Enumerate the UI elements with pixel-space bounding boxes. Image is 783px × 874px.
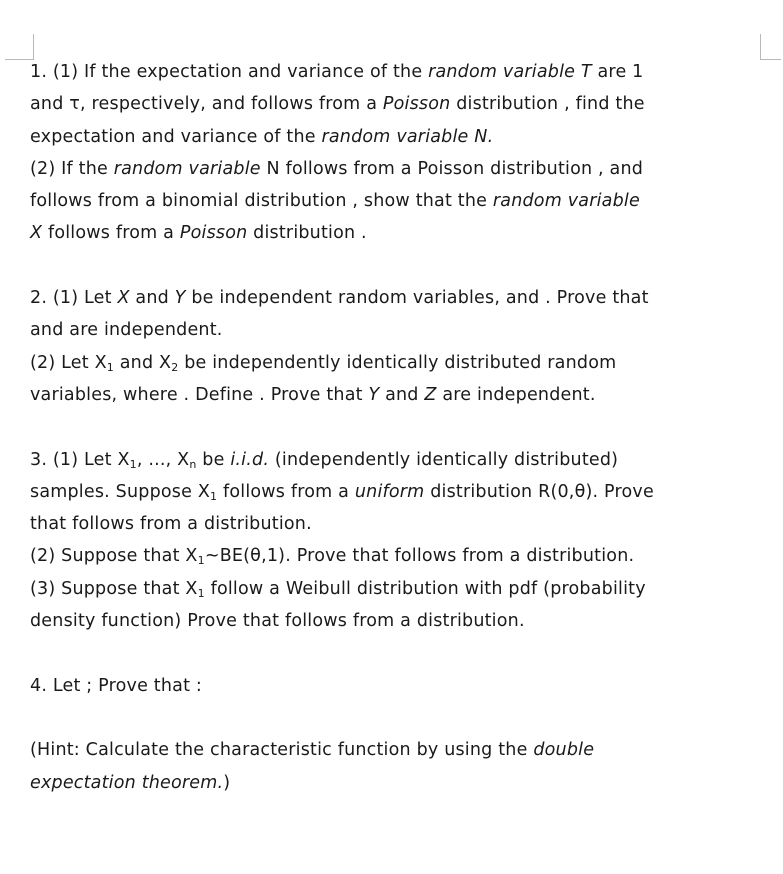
q4-hint-line-2: expectation theorem.) [30,772,231,793]
q1-line-2: and τ, respectively, and follows from a Poisson distribution , find the [30,94,645,115]
q1-line-4: (2) If the random variable N follows from a Poisson distribution , and [30,158,644,179]
q3-line-2: samples. Suppose $X_1$ follows from a uniform distribution R(0,θ). Prove [30,481,654,503]
q3-line-4: (2) Suppose that $X_1\sim BE(\theta,1)$. Prove that follows from a distribution. [30,546,635,568]
q1-line-5: follows from a binomial distribution , show that the random variable [30,191,640,212]
q3-line-3: that follows from a distribution. [30,514,312,535]
q3-line-1: 3. (1) Let $X_1$, ..., $X_n$ be i.i.d. (independently identically distributed) [30,449,619,471]
page-corner-mark-right [760,34,781,60]
q3-line-6: density function) Prove that follows from a distribution. [30,611,525,632]
q1-line-6: X follows from a Poisson distribution . [30,223,367,244]
q3-line-5: (3) Suppose that $X_1$ follow a Weibull distribution with pdf (probability [30,578,646,600]
q2-line-2: and are independent. [30,320,223,341]
q4-hint-line-1: (Hint: Calculate the characteristic function by using the double [30,740,595,761]
q1-line-1: 1. (1) If the expectation and variance of the random variable T are 1 [30,62,644,82]
q2-line-1: 2. (1) Let X and Y be independent random variables, and . Prove that [30,288,649,309]
q2-line-3: (2) Let $X_1$ and $X_2$ be independently identically distributed random [30,352,617,374]
q2-line-4: variables, where . Define . Prove that Y and Z are independent. [30,384,596,405]
q4-line-1: 4. Let ; Prove that : [30,675,202,696]
document-body [30,56,756,799]
q1-line-3: expectation and variance of the random variable N. [30,126,494,147]
